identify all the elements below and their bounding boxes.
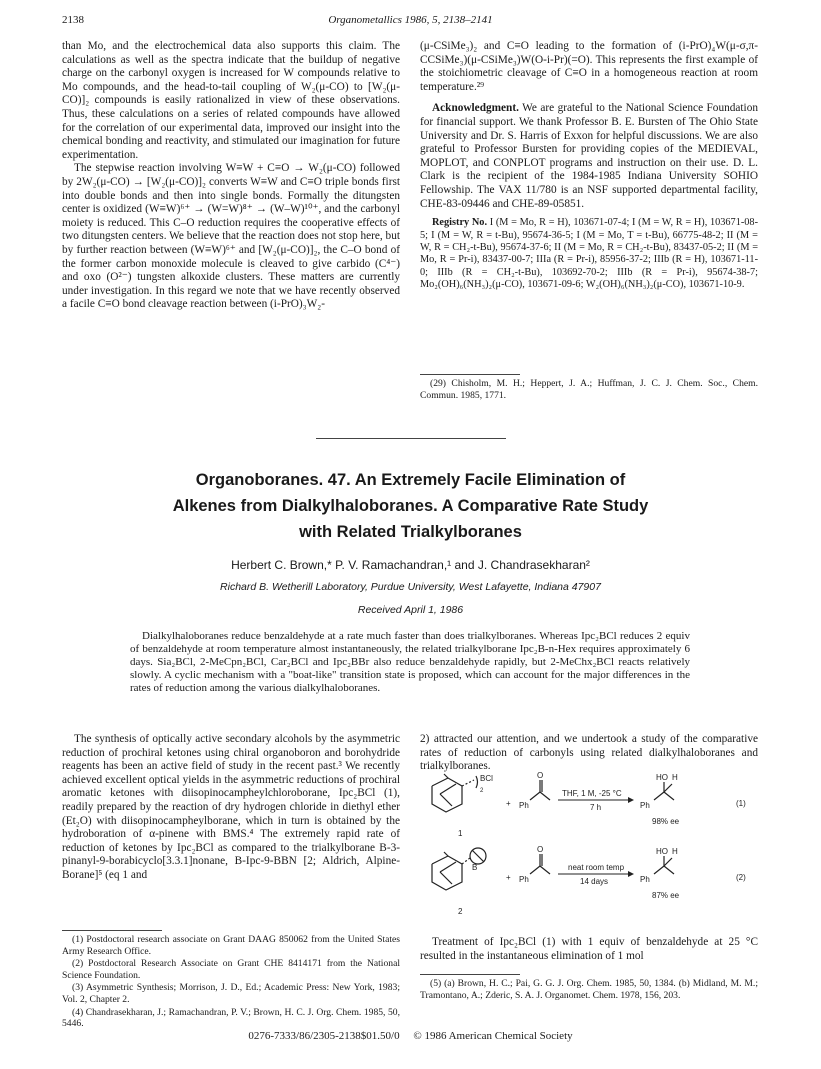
carbonyl-o: O bbox=[537, 845, 544, 854]
prev-article-right-column bbox=[420, 40, 758, 292]
paragraph: than Mo, and the electrochemical data also supports this claim. The calculations as well as the spectra indicate that the buildup of negative charge on the carbonyl oxygen is increased for W compounds relative to Mo compounds, and the head-to-tail coupling of W₂(μ-CO) to [W₂(μ-CO)]₂ compounds is easily rationalized in view of these observations. Thus, these calculations on a series of related compounds have allowed for the correlation of our experimental data, improved our insight into the chemical bonding and reactivity, and stimulated our imagination for future experimentation. bbox=[62, 40, 400, 161]
footnote-rule bbox=[420, 374, 520, 375]
body-left-column bbox=[62, 733, 400, 883]
carbonyl-o: O bbox=[537, 772, 544, 780]
footnote: (2) Postdoctoral Research Associate on Grant CHE 8414171 from the National Science Foundation. bbox=[62, 958, 400, 981]
registry-text: I (M = Mo, R = H), 103671-07-4; I (M = W, R = H), 103671-08-5; I (M = W, R = t-Bu), 95674-36-5; I (M = Mo, T = t-Bu), 66775-48-2; II (M = W, R = CH₂-t-Bu), 95674-37-6; II (M = Mo, R = CH₂-t-Bu), 83437-05-2; II (M = Mo, R = Pr-i), 83437-00-7; IIIa (R = Pr-i), 85956-37-2; IIIb (R = H), 103671-11-0; IIIb (R = CH₂-t-Bu), 103692-70-2; IIIb (R = Pr-i), 95674-38-7; Mo₂(OH)₆(NH₃)₂(μ-CO), 103671-09-6; W₂(OH)₆(NH₃)₂(μ-CO), 103671-10-9. bbox=[420, 217, 758, 291]
conditions-bottom: 7 h bbox=[590, 803, 602, 812]
footnote: (5) (a) Brown, H. C.; Pai, G. G. J. Org. Chem. 1985, 50, 1384. (b) Midland, M. M.; Tramontano, A.; Zderic, S. A. J. Organomet. Chem. 1978, 156, 203. bbox=[420, 978, 758, 1001]
arrowhead bbox=[628, 797, 634, 803]
abstract bbox=[130, 630, 690, 695]
product-ho: HO bbox=[656, 773, 668, 782]
article-title-line-2: Alkenes from Dialkylhaloboranes. A Comparative Rate Study bbox=[172, 497, 649, 515]
product-ph: Ph bbox=[640, 801, 650, 810]
equation-2 bbox=[432, 845, 746, 916]
compound-number: 1 bbox=[458, 829, 463, 838]
product-ph: Ph bbox=[640, 875, 650, 884]
footnote-rule bbox=[420, 974, 520, 975]
footnote-rule bbox=[62, 930, 162, 931]
page-footer bbox=[0, 1030, 821, 1042]
equation-number: (1) bbox=[736, 799, 746, 808]
ack-text: We are grateful to the National Science Foundation for financial support. We thank Professor B. E. Bursten of The Ohio State University and Dr. S. Harris of Exxon for helpful discussions. We are also grateful to Professor Bursten for providing copies of the MEDIEVAL, MOPLOT, and CONPLOT programs and instruction on their use. D. L. Clark is the recipient of the 1984-1985 Indiana University SOHIO Fellowship. The VAX 11/780 is an NSF supported departmental facility, CHE-83-09446 and CHE-89-05851. bbox=[420, 102, 758, 210]
reagent-label: BCl bbox=[480, 774, 493, 783]
arrowhead bbox=[628, 871, 634, 877]
article-title-line-3: with Related Trialkylboranes bbox=[299, 523, 522, 541]
footnote: (1) Postdoctoral research associate on Grant DAAG 850062 from the United States Army Research Office. bbox=[62, 934, 400, 957]
footnote-right bbox=[420, 978, 758, 1002]
ee-label: 98% ee bbox=[652, 817, 680, 826]
footnote: (29) Chisholm, M. H.; Heppert, J. A.; Huffman, J. C. J. Chem. Soc., Chem. Commun. 1985, 1771. bbox=[420, 378, 758, 401]
footnote: (3) Asymmetric Synthesis; Morrison, J. D., Ed.; Academic Press: New York, 1983; Vol. 2, Chapter 2. bbox=[62, 982, 400, 1005]
acetophenone-2 bbox=[530, 854, 550, 874]
equation-1 bbox=[432, 772, 746, 838]
article-title-line-1: Organoboranes. 47. An Extremely Facile Elimination of bbox=[195, 471, 626, 489]
footnote: (4) Chandrasekharan, J.; Ramachandran, P. V.; Brown, H. C. J. Org. Chem. 1985, 50, 5446. bbox=[62, 1006, 400, 1030]
plus-sign: + bbox=[506, 799, 511, 808]
abstract-text: Dialkylhaloboranes reduce benzaldehyde at a rate much faster than does trialkylboranes. Whereas Ipc₂BCl reduces 2 equiv of benzaldehyde at room temperature almost instantaneously, the related trialkylborane Ipc₂B-n-Hex requires approximately 6 days. Sia₂BCl, 2-MeCpn₂BCl, Car₂BCl and Ipc₂BBr also reduce benzaldehyde rapidly, but 2-MeChx₂BCl reacts relatively slowly. A cyclic mechanism with a "boat-like" transition state is proposed, which can account for the major differences in the rates of reduction among the various dialkylhaloboranes. bbox=[130, 630, 690, 694]
phenyl-label: Ph bbox=[519, 801, 529, 810]
footnotes-left bbox=[62, 934, 400, 1031]
article-separator bbox=[316, 438, 506, 439]
page-number: 2138 bbox=[62, 14, 84, 26]
body-right-column-bottom bbox=[420, 936, 758, 963]
plus-sign: + bbox=[506, 873, 511, 882]
alpine-borane-structure bbox=[432, 848, 486, 890]
prev-article-left-column bbox=[62, 40, 400, 312]
paragraph: The synthesis of optically active secondary alcohols by the asymmetric reduction of prochiral ketones using chiral organoboron and borohydride reagents has been an active field of study in the recent past.³ We recently achieved excellent optical yields in the asymmetric reductions of prochiral aromatic ketones with diisopinocampheylchloroborane, Ipc₂BCl (1), readily prepared by the reaction of dry hydrogen chloride in diethyl ether (Et₂O) with diisopinocampheylborane, which in turn is obtained by the hydroboration of α-pinene with BMS.⁴ The extremely rapid rate of reduction of ketones by Ipc₂BCl as compared to the trialkylborane B-3-pinanyl-9-borabicyclo[3.3.1]nonane, B-Ipc-9-BBN [2; Aldrich, Alpine-Borane]⁵ (eq 1 and bbox=[62, 733, 400, 881]
registry-heading: Registry No. bbox=[432, 217, 488, 229]
acknowledgment bbox=[420, 102, 758, 211]
product-2 bbox=[654, 856, 674, 874]
paragraph: Treatment of Ipc₂BCl (1) with 1 equiv of benzaldehyde at 25 °C resulted in the instantaneous elimination of 1 mol bbox=[420, 936, 758, 962]
authors: Herbert C. Brown,* P. V. Ramachandran,¹ and J. Chandrasekharan² bbox=[231, 558, 590, 572]
body-right-column-top bbox=[420, 733, 758, 774]
reagent-label: B bbox=[472, 863, 478, 872]
product-h: H bbox=[672, 773, 678, 782]
received-date: Received April 1, 1986 bbox=[357, 604, 464, 616]
article-code: 0276-7333/86/2305-2138$01.50/0 bbox=[248, 1030, 400, 1042]
product-h: H bbox=[672, 847, 678, 856]
affiliation: Richard B. Wetherill Laboratory, Purdue University, West Lafayette, Indiana 47907 bbox=[220, 581, 601, 593]
product-ho: HO bbox=[656, 847, 668, 856]
registry bbox=[420, 217, 758, 291]
acetophenone-1 bbox=[530, 780, 550, 800]
ee-label: 87% ee bbox=[652, 891, 680, 900]
paragraph: 2) attracted our attention, and we undertook a study of the comparative rates of reduction of carbonyls using related dialkylhaloboranes and trialkylboranes. bbox=[420, 733, 758, 773]
conditions-bottom: 14 days bbox=[580, 877, 609, 886]
copyright: © 1986 American Chemical Society bbox=[413, 1030, 573, 1042]
compound-number: 2 bbox=[458, 907, 463, 916]
ipc2bcl-structure bbox=[432, 774, 478, 812]
conditions-top: THF, 1 M, -25 °C bbox=[562, 789, 622, 798]
reaction-scheme bbox=[418, 772, 758, 922]
equation-number: (2) bbox=[736, 873, 746, 882]
ack-heading: Acknowledgment. bbox=[432, 102, 519, 115]
phenyl-label: Ph bbox=[519, 875, 529, 884]
running-header: Organometallics 1986, 5, 2138–2141 bbox=[328, 14, 493, 26]
paragraph: (μ-CSiMe₃)₂ and C≡O leading to the formation of (i-PrO)₄W(μ-σ,π-CCSiMe₃)(μ-CSiMe₃)W(O-i-Pr)(=O). This represents the first example of the stoichiometric cleavage of C≡O in a homogeneous reaction at room temperature.²⁹ bbox=[420, 40, 758, 93]
product-1 bbox=[654, 782, 674, 800]
footnote-29 bbox=[420, 378, 758, 402]
subscript: 2 bbox=[480, 788, 484, 794]
paragraph: The stepwise reaction involving W≡W + C≡O → W₂(μ-CO) followed by 2W₂(μ-CO) → [W₂(μ-CO)]₂ converts W≡W and C≡O triple bonds first into double bonds and then into single bonds. Formally the ditungsten center is oxidized (W≡W)⁶⁺ → (W=W)⁸⁺ → (W–W)¹⁰⁺, and the carbonyl moiety is reduced. This C–O reduction requires the cooperative effects of two ditungsten centers. We believe that the reaction does not stop here, but by further reaction between (W≡W)⁶⁺ and [W₂(μ-CO)]₂, the C–O bond of the former carbon monoxide molecule is cleaved to give carbido (C⁴⁻) and oxo (O²⁻) tungsten alkoxide clusters. These matters are currently under investigation. In this regard we note that we have recently observed a facile C≡O bond cleavage reaction between (i-PrO)₃W₂- bbox=[62, 162, 400, 311]
conditions-top: neat room temp bbox=[568, 863, 625, 872]
